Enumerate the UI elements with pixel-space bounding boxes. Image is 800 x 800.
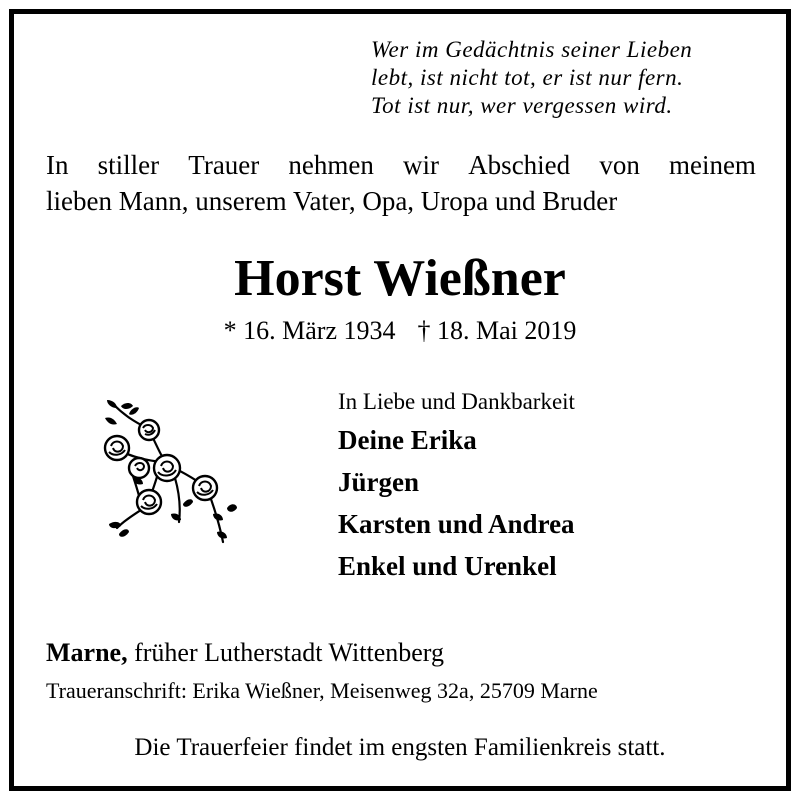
place-line [46,636,444,670]
death-date: † 18. Mai 2019 [417,316,577,345]
place-former: früher Lutherstadt Wittenberg [134,638,444,667]
family-lead-text: In Liebe und Dankbarkeit [338,389,575,414]
family-signature [338,385,575,587]
intro-line-2: lieben Mann, unserem Vater, Opa, Uropa und Bruder [46,186,618,216]
intro-word: In [46,150,69,180]
rose-branch-icon [95,396,245,551]
family-member: Deine Erika [338,425,477,455]
life-dates [0,314,800,348]
intro-word: meinem [668,150,756,180]
motto-line: Tot ist nur, wer vergessen wird. [371,93,673,118]
ceremony-note: Die Trauerfeier findet im engsten Familienkreis statt. [134,734,666,761]
intro-word: Trauer [188,150,260,180]
intro-word: stiller [97,150,160,180]
birth-date: * 16. März 1934 [223,316,396,345]
place-town: Marne, [46,638,128,667]
motto-line: lebt, ist nicht tot, er ist nur fern. [371,65,684,90]
family-member: Karsten und Andrea [338,509,575,539]
family-member: Enkel und Urenkel [338,551,557,581]
deceased-name: Horst Wießner [234,250,566,307]
motto-verse [371,36,692,120]
intro-word: wir [403,150,440,180]
intro-word: nehmen [288,150,374,180]
intro-word: Abschied [468,150,571,180]
mourning-address: Traueranschrift: Erika Wießner, Meisenweg 32a, 25709 Marne [46,678,598,703]
intro-text [46,147,756,219]
family-member: Jürgen [338,467,419,497]
intro-word: von [599,150,640,180]
motto-line: Wer im Gedächtnis seiner Lieben [371,37,693,62]
intro-line-1 [46,147,756,183]
